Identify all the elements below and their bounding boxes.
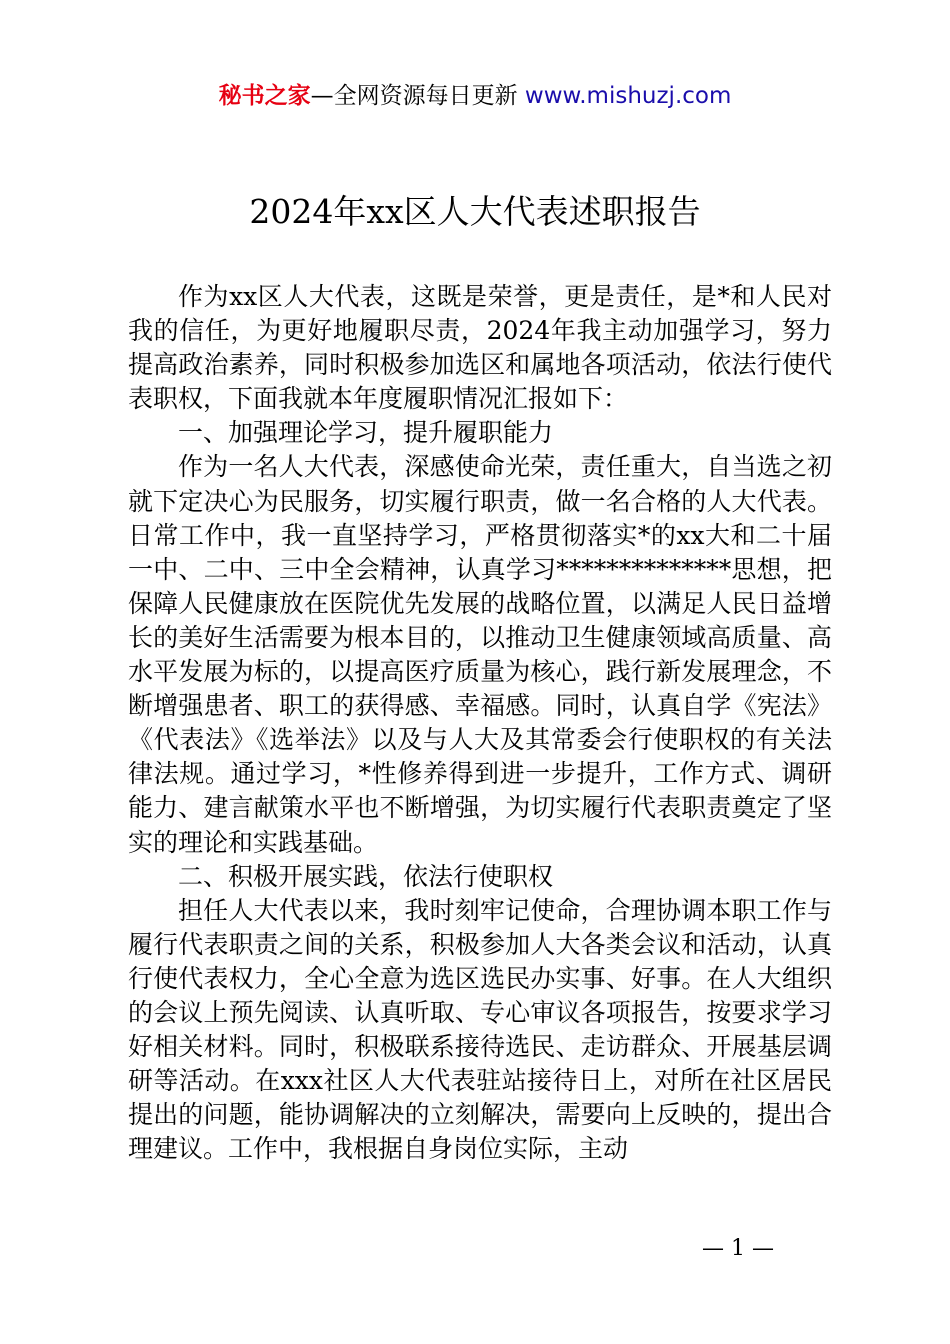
paragraph-section-2: 担任人大代表以来，我时刻牢记使命，合理协调本职工作与履行代表职责之间的关系，积极参加人大各类会议和活动，认真行使代表权力，全心全意为选区选民办实事、好事。在人大组织的会议上预先阅读、认真听取、专心审议各项报告，按要求学习好相关材料。同时，积极联系接待选民、走访群众、开展基层调研等活动。在xxx社区人大代表驻站接待日上，对所在社区居民提出的问题，能协调解决的立刻解决，需要向上反映的，提出合理建议。工作中，我根据自身岗位实际，主动 xyxy=(128,895,832,1164)
site-tagline: —全网资源每日更新 xyxy=(310,83,525,109)
document-title: 2024年xx区人大代表述职报告 xyxy=(249,192,701,231)
document-body xyxy=(128,280,832,1166)
paragraph-section-1: 作为一名人大代表，深感使命光荣，责任重大，自当选之初就下定决心为民服务，切实履行职责，做一名合格的人大代表。日常工作中，我一直坚持学习，严格贯彻落实*的xx大和二十届一中、二中、三中全会精神，认真学习**************思想，把保障人民健康放在医院优先发展的战略位置，以满足人民日益增长的美好生活需要为根本目的，以推动卫生健康领域高质量、高水平发展为标的，以提高医疗质量为核心，践行新发展理念，不断增强患者、职工的获得感、幸福感。同时，认真自学《宪法》《代表法》《选举法》以及与人大及其常委会行使职权的有关法律法规。通过学习，*性修养得到进一步提升，工作方式、调研能力、建言献策水平也不断增强，为切实履行代表职责奠定了坚实的理论和实践基础。 xyxy=(128,452,832,857)
section-heading-1: 一、加强理论学习，提升履职能力 xyxy=(178,418,554,448)
site-brand: 秘书之家 xyxy=(218,83,311,109)
section-heading-2: 二、积极开展实践，依法行使职权 xyxy=(178,861,554,891)
site-header xyxy=(0,80,950,112)
paragraph-intro: 作为xx区人大代表，这既是荣誉，更是责任，是*和人民对我的信任，为更好地履职尽责，2024年我主动加强学习，努力提高政治素养，同时积极参加选区和属地各项活动，依法行使代表职权，下面我就本年度履职情况汇报如下： xyxy=(128,282,832,414)
page-number: — 1 — xyxy=(702,1236,774,1261)
site-url[interactable]: www.mishuzj.com xyxy=(524,83,732,109)
